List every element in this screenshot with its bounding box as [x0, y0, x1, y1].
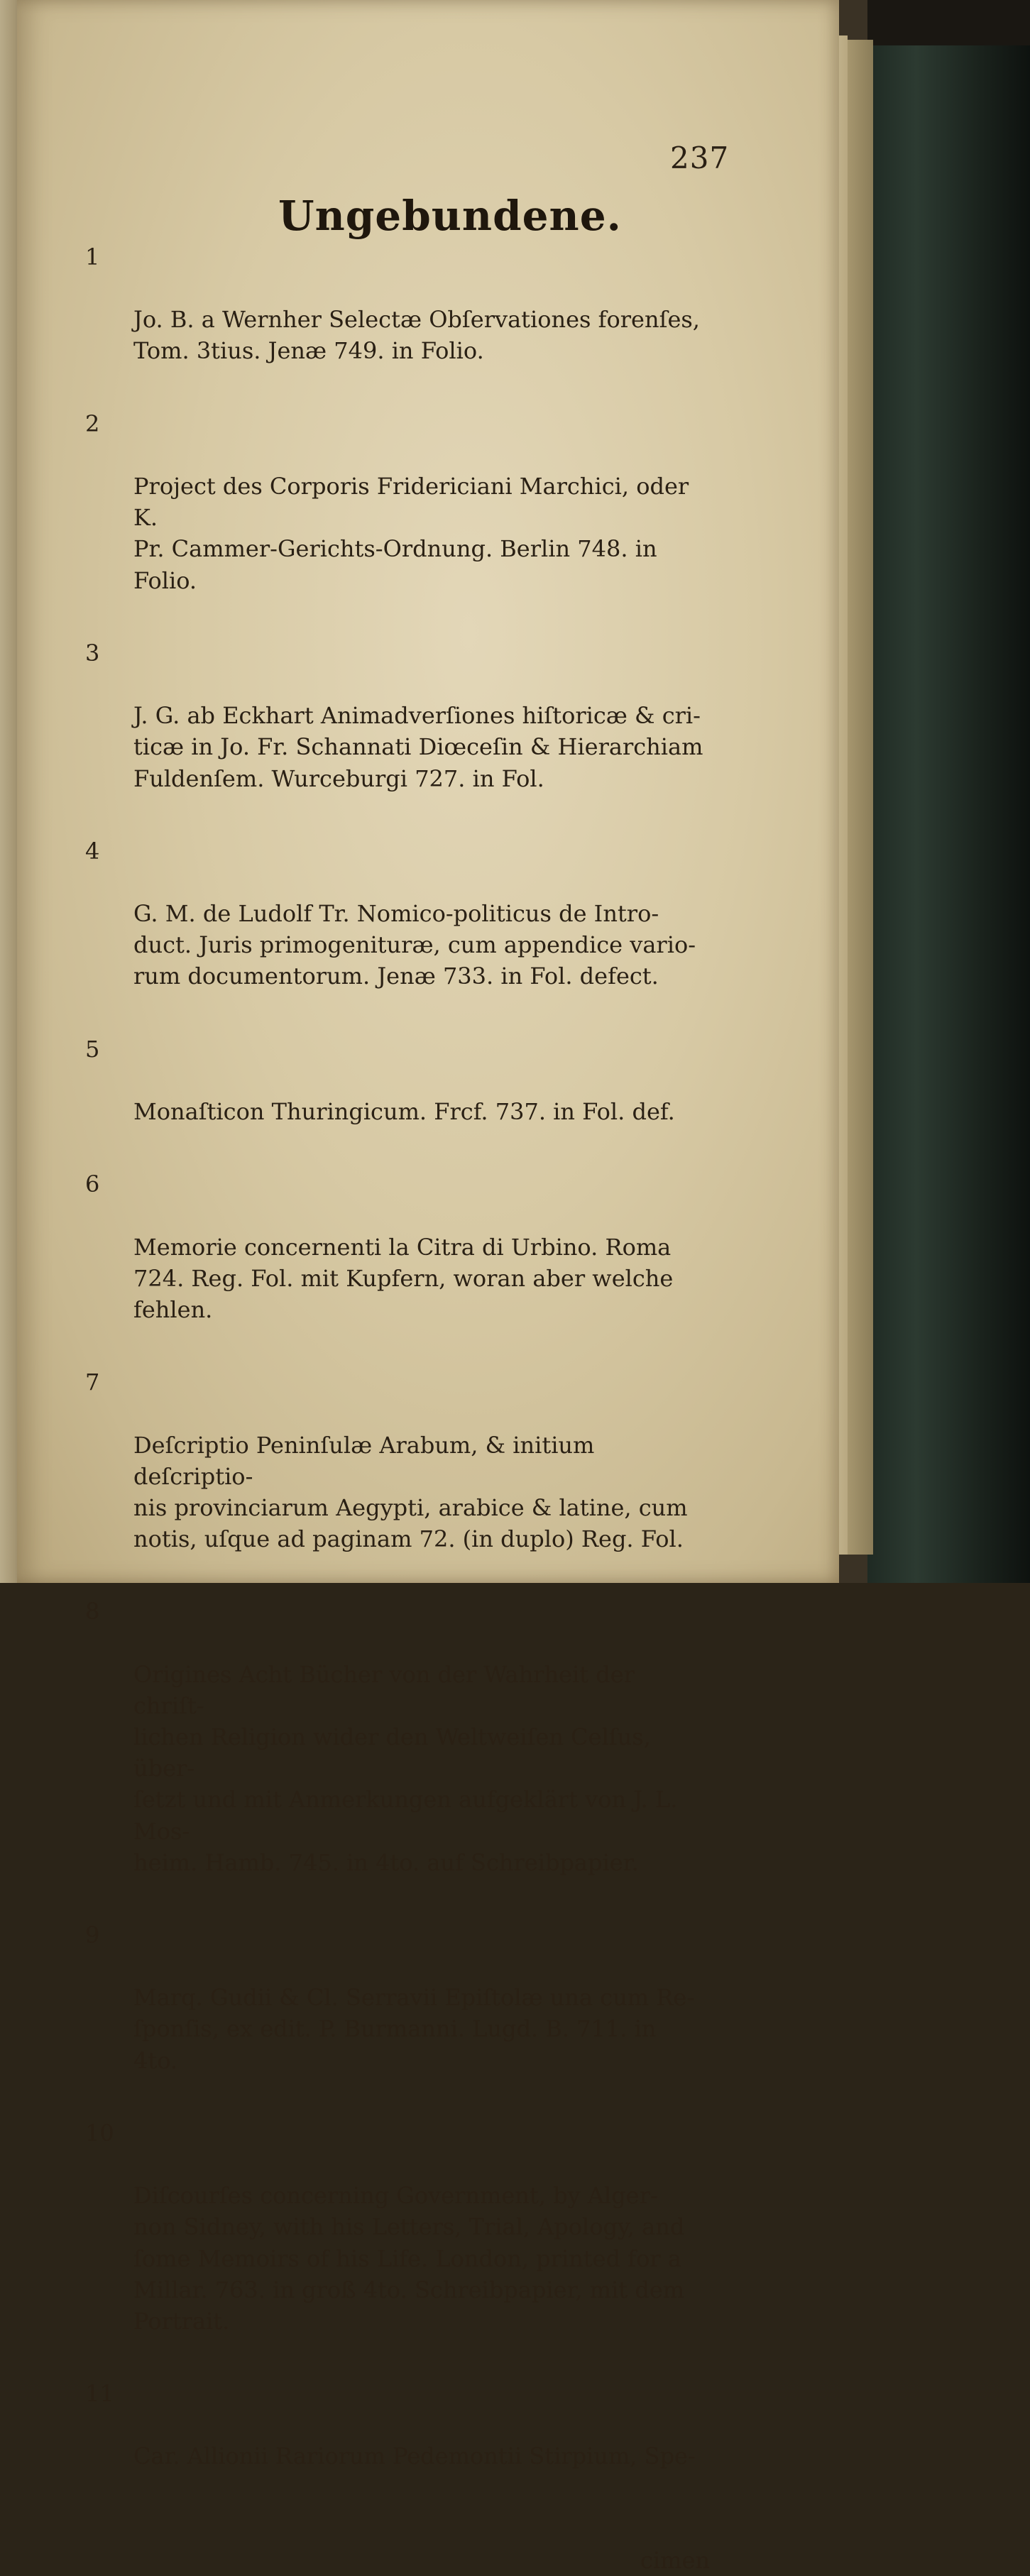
catalog-entry: [85, 2117, 710, 2368]
catalog-entry: [85, 1366, 710, 1586]
book-binding: [867, 45, 1030, 1583]
page-number: 237: [670, 141, 730, 175]
catalog-entry: [85, 835, 710, 1024]
catalog-entry: [85, 637, 710, 826]
entry-number: 8: [85, 1598, 100, 1626]
entry-number: 10: [85, 2119, 114, 2147]
entry-text: G. M. de Ludolf Tr. Nomico-politicus de Intro- duct. Juris primogenituræ, cum appendice vario- rum documentorum. Jenæ 733. in Fol. defect.: [133, 900, 696, 990]
catalog-entry: [85, 408, 710, 627]
entry-text: Memorie concernenti la Citra di Urbino. Roma 724. Reg. Fol. mit Kupfern, woran aber welche fehlen.: [133, 1233, 674, 1323]
entry-text: Car. Allionii Rariorum Pedemontii Stirpium, Spe-: [133, 2443, 696, 2470]
entry-number: 5: [85, 1035, 100, 1063]
entry-number: 2: [85, 410, 100, 437]
page-edge: [846, 40, 873, 1555]
entry-number: 9: [85, 1921, 100, 1949]
book-page: [17, 0, 839, 2574]
entry-text: Jo. B. a Wernher Selectæ Obſervationes forenſes, Tom. 3tius. Jenæ 749. in Folio.: [133, 306, 700, 365]
entry-number: 6: [85, 1171, 100, 1198]
entry-text: J. G. ab Eckhart Animadverſiones hiſtoricæ & cri- ticæ in Jo. Fr. Schannati Diœceſin & Hierarchiam Fuldenſem. Wurceburgi 727. in Fol.: [133, 702, 703, 792]
entry-text: Diſcourſes concerning Government, by Alger- non Sidney, with his Letters, Trial, Apology, and ſome Memoirs of his Life. London, printed for a Millar. 763. in groß 4to. Schreibpapier, mit dem Portrait.: [133, 2182, 685, 2335]
catchword: cimen: [640, 2546, 710, 2574]
entry-text: Origines Acht Bücher von der Wahrheit der chriſt- lichen Religion wider den Weltweiſen Celſus, über- ſetzt und mit Anmerkungen aufgeklärt von J. L. Mos- heim. Hamb. 745. in 4to. auf Schreibpapier.: [133, 1660, 678, 1876]
catalog-entry: [85, 1168, 710, 1356]
entry-text: Monaſticon Thuringicum. Frcf. 737. in Fol. def.: [133, 1098, 675, 1126]
entry-text: Marq. Gudii & Cl. Serravii Epiſtolæ una cum Re- ſponſis, ex edit. P. Burmanni. Lugd. B. 711. in 4to.: [133, 1984, 695, 2074]
catalog-entry: [85, 241, 710, 398]
catalog-entry: [85, 1919, 710, 2108]
catalog-entry: [85, 1034, 710, 1159]
section-heading: Ungebundene.: [278, 192, 622, 240]
entry-text: Deſcriptio Peninſulæ Arabum, & initium deſcriptio- nis provinciarum Aegypti, arabice & latine, cum notis, uſque ad paginam 72. (in duplo) Reg. Fol.: [133, 1431, 688, 1553]
binding-shadow: [867, 0, 1030, 45]
catalog-entry: [85, 2378, 710, 2504]
catalog-entry: [85, 1596, 710, 1909]
entry-number: 1: [85, 243, 100, 270]
entry-text: Project des Corporis Fridericiani Marchici, oder K. Pr. Cammer-Gerichts-Ordnung. Berlin 748. in Folio.: [133, 473, 689, 594]
entry-number: 4: [85, 837, 100, 865]
catalog-entries: [85, 241, 710, 2574]
entry-number: 11: [85, 2380, 114, 2408]
catalog-entry: [85, 2514, 710, 2574]
entry-number: 7: [85, 1369, 100, 1396]
entry-number: 3: [85, 639, 100, 667]
